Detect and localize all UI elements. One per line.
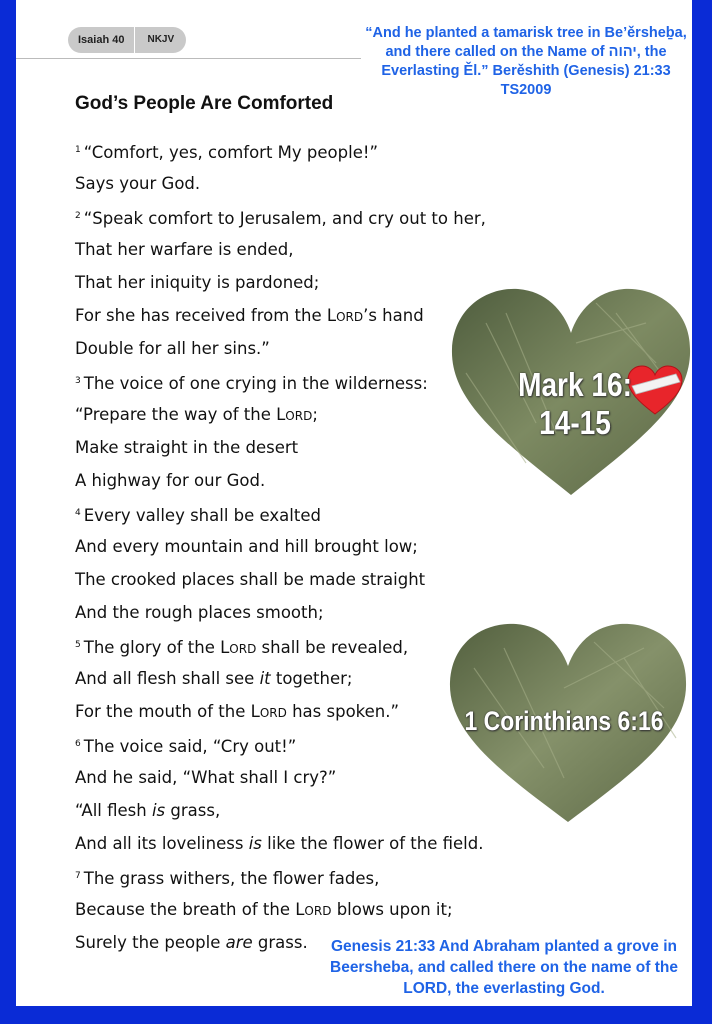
verse-line: And the rough places smooth;: [75, 603, 324, 622]
book-chapter-label[interactable]: Isaiah 40: [68, 27, 135, 53]
verse-line: The crooked places shall be made straight: [75, 570, 426, 589]
verse-line: “All flesh is grass,: [75, 801, 221, 820]
header-divider: [16, 58, 361, 59]
verse-line: And all its loveliness is like the flower of the field.: [75, 834, 484, 853]
verse-line: That her warfare is ended,: [75, 240, 294, 259]
bottom-overlay-quote: Genesis 21:33 And Abraham planted a grove in Beersheba, and called there on the name of the LORD, the everlasting God.: [330, 938, 678, 997]
verse-line: Says your God.: [75, 174, 201, 193]
verse-line: $^6$ The voice said, “Cry out!”: [75, 737, 297, 756]
verse-line: And all flesh shall see it together;: [75, 669, 353, 688]
verse-number: 4: [75, 508, 81, 518]
verse-line: $^3$ The voice of one crying in the wilderness:: [75, 374, 428, 393]
verse-line: $^4$ Every valley shall be exalted: [75, 506, 321, 525]
verse-line: That her iniquity is pardoned;: [75, 273, 320, 292]
version-label[interactable]: NKJV: [147, 34, 175, 45]
passage-pill[interactable]: [68, 27, 186, 53]
section-heading: God’s People Are Comforted: [75, 93, 334, 114]
verse-number: 6: [75, 739, 81, 749]
verse-line: Double for all her sins.”: [75, 339, 270, 358]
verse-line: $^7$ The grass withers, the flower fades,: [75, 869, 380, 888]
verse-line: For she has received from the Lord’s hand: [75, 306, 424, 325]
verse-line: $^1$ “Comfort, yes, comfort My people!”: [75, 143, 379, 162]
heart1-reference: Mark 16: 14-15: [518, 366, 632, 441]
verse-line: For the mouth of the Lord has spoken.”: [75, 702, 400, 721]
verse-line: $^2$ “Speak comfort to Jerusalem, and cry out to her,: [75, 209, 486, 228]
verse-text: [75, 134, 675, 959]
heart2-reference: 1 Corinthians 6:16: [464, 706, 664, 736]
verse-line: Make straight in the desert: [75, 438, 299, 457]
verse-line: Surely the people are grass.: [75, 933, 308, 952]
verse-line: $^5$ The glory of the Lord shall be revealed,: [75, 638, 409, 657]
bible-page: [16, 0, 692, 1006]
verse-number: 3: [75, 376, 81, 386]
verse-line: “Prepare the way of the Lord;: [75, 405, 318, 424]
verse-number: 1: [75, 145, 81, 155]
verse-line: And he said, “What shall I cry?”: [75, 768, 337, 787]
verse-line: Because the breath of the Lord blows upon it;: [75, 900, 453, 919]
verse-line: A highway for our God.: [75, 471, 266, 490]
verse-number: 2: [75, 211, 81, 221]
right-border: [692, 0, 712, 1024]
verse-line: And every mountain and hill brought low;: [75, 537, 418, 556]
verse-number: 7: [75, 871, 81, 881]
top-overlay-quote: “And he planted a tamarisk tree in Be’ěrsheḇa, and there called on the Name of יהוה, the Everlasting Ěl.” Berěshith (Genesis) 21:33 TS2009: [365, 25, 687, 98]
verse-number: 5: [75, 640, 81, 650]
